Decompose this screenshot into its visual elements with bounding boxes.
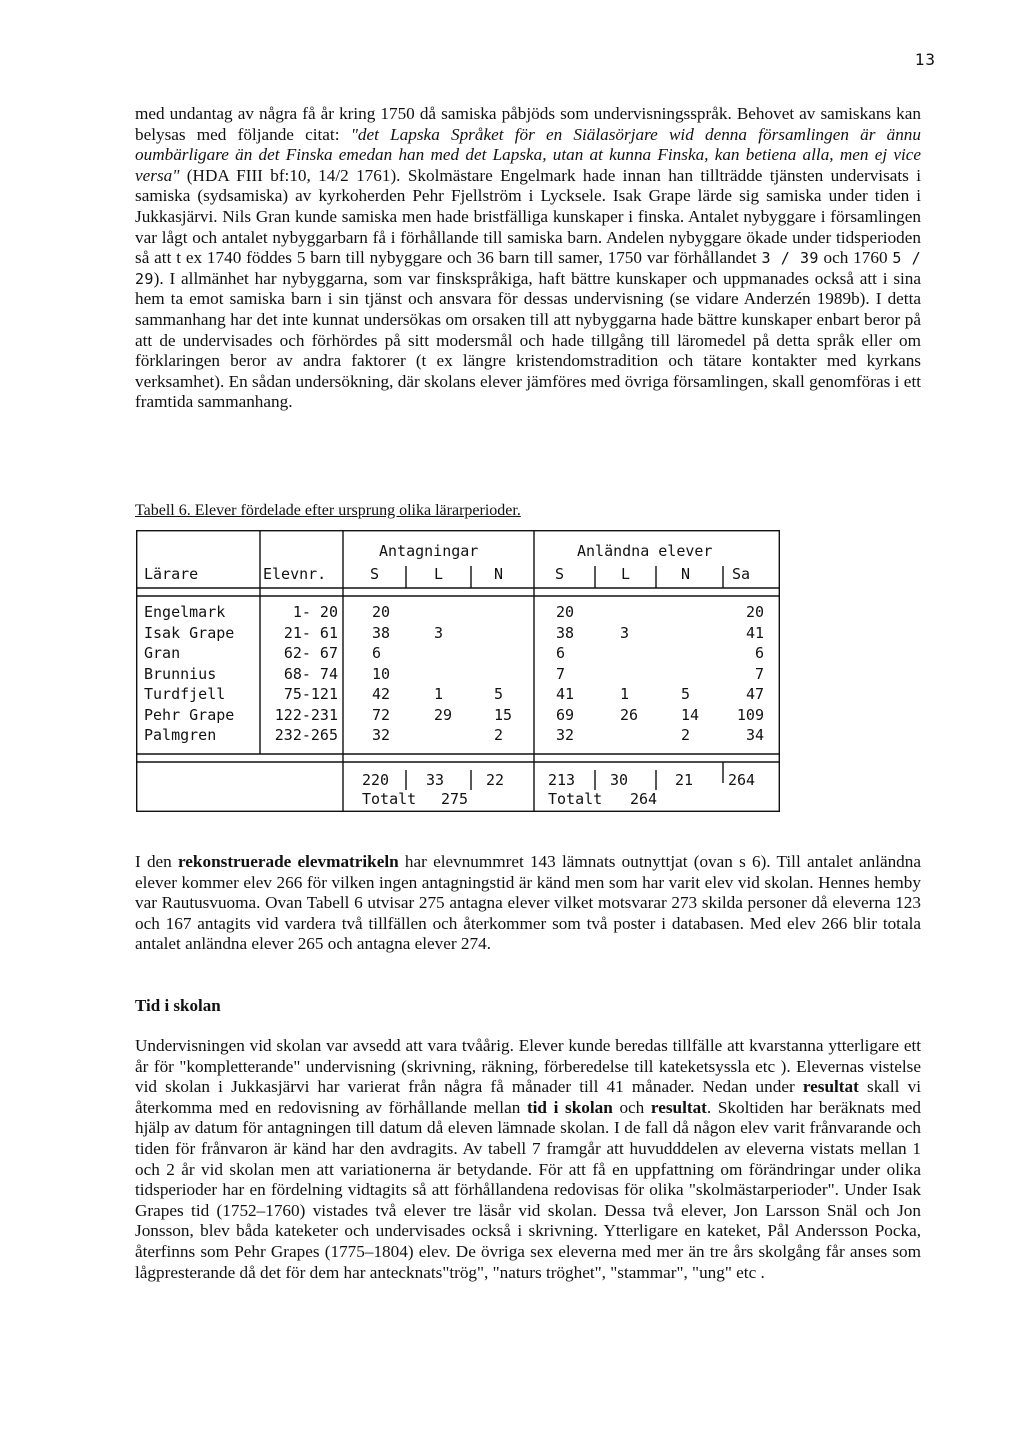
- total-s: 220: [362, 771, 390, 789]
- header-sa: Sa: [732, 565, 751, 583]
- cell-elevnr: 62- 67: [283, 644, 338, 662]
- cell-s2: 7: [556, 664, 566, 683]
- header-n2: N: [681, 565, 691, 583]
- cell-s2: 20: [556, 603, 575, 621]
- cell-s2: 6: [556, 644, 566, 662]
- header-elevnr: Elevnr.: [263, 565, 327, 583]
- table-caption: Tabell 6. Elever fördelade efter ursprung olika lärarperioder.: [135, 502, 521, 519]
- cell-sa: 6: [754, 644, 764, 662]
- paragraph-text: Undervisningen vid skolan var avsedd att vara tvåårig. Elever kunde beredas tillfälle att kvarstanna ytterligare ett år för "kompletterande" undervisning (skrivning, räkning, förberedelse till kateketsyssla etc ). Elevernas vistelse vid skolan i Jukkasjärvi har varierat från några få månader till 41 månader. Nedan under: [135, 1036, 921, 1097]
- bold-term: resultat: [650, 1097, 707, 1117]
- cell-n2: 2: [681, 726, 691, 744]
- paragraph-language-needs: [135, 104, 921, 413]
- cell-elevnr: 1- 20: [292, 603, 338, 621]
- bold-term: rekonstruerade elevmatrikeln: [177, 852, 399, 871]
- paragraph-text: ). I allmänhet har nybyggarna, som var finskspråkiga, haft bättre kunskaper och uppmanades också att i sina hem ta emot samiska barn i sin tjänst och ansvara för dessas undervisning (se vidare Anderzén 1989b). I detta sammanhang har det inte kunnat undersökas om orsaken till att nybyggarna hade bättre kunskaper enbart beror på att de undervisades och förhördes på sitt modersmål och hade tillgång till läromedel på detta språk eller om förklaringen beror av andra faktorer (t ex längre kristendomstradition och tätare kontakter med kyrkans verksamhet). En sådan undersökning, där skolans elever jämföres med övriga församlingen, skall genomföras i ett framtida sammanhang.: [135, 268, 921, 412]
- cell-l: 3: [434, 623, 444, 642]
- cell-l: 29: [434, 705, 453, 724]
- cell-s: 20: [372, 603, 391, 621]
- paragraph-text: skall vi återkomma med en redovisning av förhållande mellan: [135, 1077, 921, 1117]
- total-sa: 264: [728, 771, 756, 789]
- cell-s2: 32: [556, 726, 575, 744]
- cell-larare: Gran: [144, 644, 181, 662]
- cell-l2: 26: [620, 705, 639, 724]
- historical-quote: "det Lapska Språket för en Siälasörjare wid denna församlingen är ännu oumbärligare än det Finska emedan han med det Lapska, utan at kunna Finska, kan betiena alla, men ej vice versa": [135, 124, 921, 185]
- cell-n: 2: [494, 726, 504, 744]
- cell-s: 10: [372, 664, 391, 683]
- cell-larare: Brunnius: [144, 664, 217, 683]
- paragraph-text: I den: [135, 852, 178, 871]
- paragraph-text: . Skoltiden har beräknats med hjälp av datum för antagningen till datum då eleven lämnade skolan. I de fall då någon elev varit frånvarande och tiden för frånvaron är känd har den avdragits. Av tabell 7 framgår att huvudddelen av eleverna vistats mellan 1 och 2 år vid skolan men att variationerna är betydande. För att få en uppfattning om förändringar under olika tidsperioder har en fördelning vidtagits så att förhållandena redovisas för olika "skolmästarperioder". Under Isak Grapes tid (1752–1760) vistades två elever tre läsår vid skolan. Dessa två elever, Jon Larsson Snäl och Jon Jonsson, blev båda kateketer och undervisades också i skrivning. Ytterligare en kateket, Pål Andersson Pocka, återfinns som Pehr Grapes (1775–1804) elev. De övriga sex eleverna med mer än tre års skolgång får anses som lågpresterande då det för dem har antecknats"trög", "naturs tröghet", "stammar", "ung" etc .: [135, 1097, 921, 1282]
- paragraph-text: och: [612, 1097, 651, 1117]
- total-s2: 213: [548, 771, 576, 789]
- totalt-value-anlandna: 264: [630, 790, 658, 808]
- paragraph-text: och 1760: [818, 248, 893, 268]
- ratio-1750: 3 / 39: [761, 249, 819, 268]
- cell-s: 42: [372, 685, 391, 703]
- paragraph-text: har elevnummret 143 lämnats outnyttjat (ovan s 6). Till antalet anländna elever kommer elev 266 för vilken ingen antagningstid är känd men som har varit elev vid skolan. Hennes hemby var Rautusvuoma. Ovan Tabell 6 utvisar 275 antagna elever vilket motsvarar 273 skilda personer då eleverna 123 och 167 antagits vid vardera två tillfällen och återkommer som två poster i databasen. Med elev 266 blir totala antalet anländna elever 265 och antagna elever 274.: [135, 852, 922, 954]
- header-s: S: [370, 565, 380, 583]
- cell-elevnr: 122-231: [274, 705, 338, 724]
- cell-sa: 20: [745, 603, 764, 621]
- header-larare: Lärare: [144, 565, 199, 583]
- header-antagningar: Antagningar: [379, 542, 479, 560]
- cell-s2: 69: [556, 705, 575, 724]
- totalt-label-anlandna: Totalt: [548, 790, 603, 808]
- cell-n2: 14: [681, 705, 700, 724]
- cell-n2: 5: [681, 685, 691, 703]
- cell-sa: 109: [736, 705, 764, 724]
- section-heading: Tid i skolan: [135, 996, 221, 1015]
- cell-l2: 3: [620, 623, 630, 642]
- cell-s: 38: [372, 623, 391, 642]
- students-table: [136, 530, 780, 812]
- cell-s: 72: [372, 705, 391, 724]
- cell-n: 15: [494, 705, 513, 724]
- header-l2: L: [621, 565, 631, 583]
- paragraph-reconstructed-register: [135, 852, 921, 955]
- cell-larare: Engelmark: [144, 603, 226, 621]
- header-s2: S: [555, 565, 565, 583]
- paragraph-text: med undantag av några få år kring 1750 då samiska påbjöds som undervisningsspråk. Behovet av samiskans kan belysas med följande citat:: [135, 104, 921, 144]
- total-l2: 30: [610, 771, 629, 789]
- cell-elevnr: 21- 61: [283, 623, 338, 642]
- bold-term: resultat: [802, 1077, 859, 1097]
- cell-larare: Isak Grape: [144, 623, 235, 642]
- totalt-label-antagna: Totalt: [362, 790, 417, 808]
- header-l: L: [434, 565, 444, 583]
- cell-s: 32: [372, 726, 391, 744]
- cell-sa: 41: [745, 623, 764, 642]
- cell-larare: Turdfjell: [144, 685, 226, 703]
- cell-sa: 47: [745, 685, 764, 703]
- page-number: 13: [914, 50, 936, 69]
- total-n2: 21: [675, 771, 694, 789]
- cell-l: 1: [434, 685, 444, 703]
- cell-elevnr: 232-265: [274, 726, 338, 744]
- header-anlandna-elever: Anländna elever: [577, 542, 713, 560]
- cell-sa: 7: [754, 664, 764, 683]
- cell-sa: 34: [745, 726, 764, 744]
- cell-s2: 41: [556, 685, 575, 703]
- paragraph-time-in-school: [135, 1036, 921, 1283]
- cell-s2: 38: [556, 623, 575, 642]
- total-l: 33: [426, 771, 445, 789]
- paragraph-text: (HDA FIII bf:10, 14/2 1761). Skolmästare Engelmark hade innan han tillträdde tjänsten undervisats i samiska (sydsamiska) av kyrkoherden Pehr Fjellström i Lycksele. Isak Grape lärde sig samiska under tiden i Jukkasjärvi. Nils Gran kunde samiska men hade bristfälliga kunskaper i finska. Antalet nybyggare i församlingen var lågt och antalet nybyggarbarn få i förhållande till samiska barn. Andelen nybyggare ökade under tidsperioden så att t ex 1740 föddes 5 barn till nybyggare och 36 barn till samer, 1750 var förhållandet: [135, 165, 921, 268]
- header-n: N: [494, 565, 504, 583]
- cell-larare: Palmgren: [144, 726, 217, 744]
- cell-larare: Pehr Grape: [144, 705, 235, 724]
- cell-n: 5: [494, 685, 504, 703]
- ratio-1760: 5 / 29: [135, 249, 921, 288]
- bold-term: tid i skolan: [526, 1097, 613, 1117]
- cell-elevnr: 75-121: [283, 685, 338, 703]
- total-n: 22: [486, 771, 505, 789]
- cell-s: 6: [372, 644, 382, 662]
- cell-l2: 1: [620, 685, 630, 703]
- totalt-value-antagna: 275: [441, 790, 469, 808]
- cell-elevnr: 68- 74: [283, 664, 338, 683]
